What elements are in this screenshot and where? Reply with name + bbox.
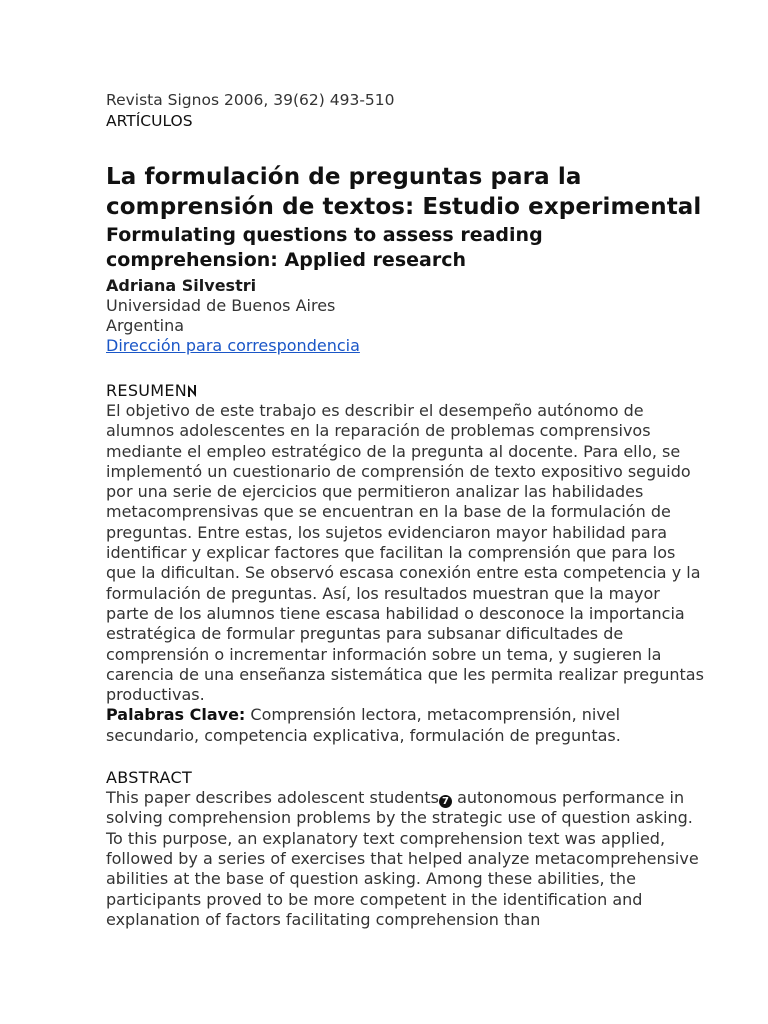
resumen-body: El objetivo de este trabajo es describir el desempeño autónomo de alumnos adolescentes en la reparación de problemas comprensivos mediante el empleo estratégico de la pregunta al docente. Para ello, se implementó un cuestionario de comprensión de texto expositivo seguido por una serie de ejercicios que permitieron analizar las habilidades metacomprensivas que se encuentran en la base de la formulación de preguntas. Entre estas, los sujetos evidenciaron mayor habilidad para identificar y explicar factores que facilitan la comprensión que para los que la dificultan. Se observó escasa conexión entre esta competencia y la formulación de preguntas. Así, los resultados muestran que la mayor parte de los alumnos tiene escasa habilidad o desconoce la importancia estratégica de formular preguntas para subsanar dificultades de comprensión o incrementar información sobre un tema, y sugieren la carencia de una enseñanza sistemática que les permita realizar preguntas productivas. [106,401,704,705]
keywords-label: Palabras Clave: [106,705,246,725]
abstract-body-start: This paper describes adolescent students [106,788,439,808]
cursor-mark-icon [188,385,196,397]
abstract-body [106,788,706,930]
article-title-spanish: La formulación de preguntas para la comprensión de textos: Estudio experimental [106,164,702,220]
author-name: Adriana Silvestri [106,276,257,295]
author-country: Argentina [106,316,185,335]
abstract-body-rest: autonomous performance in solving comprehension problems by the strategic use of question asking. To this purpose, an explanatory text comprehension text was applied, followed by a series of exercises that helped analyze metacomprehensive abilities at the base of question asking. Among these abilities, the participants proved to be more competent in the identification and explanation of factors facilitating comprehension than [106,788,699,929]
journal-citation: Revista Signos 2006, 39(62) 493-510 [106,91,395,109]
correspondence-link[interactable]: Dirección para correspondencia [106,336,360,355]
missing-character-icon: 7 [439,795,452,808]
resumen-heading [106,381,706,401]
resumen-heading-text: RESUMEN [106,381,188,400]
article-page [106,90,706,930]
abstract-heading: ABSTRACT [106,768,193,788]
keywords-list: Comprensión lectora, metacomprensión, nivel secundario, competencia explicativa, formulación de preguntas. [106,705,621,745]
author-affiliation: Universidad de Buenos Aires [106,296,336,315]
keywords-paragraph [106,705,706,746]
section-label: ARTÍCULOS [106,112,193,130]
article-title-english: Formulating questions to assess reading comprehension: Applied research [106,224,543,271]
